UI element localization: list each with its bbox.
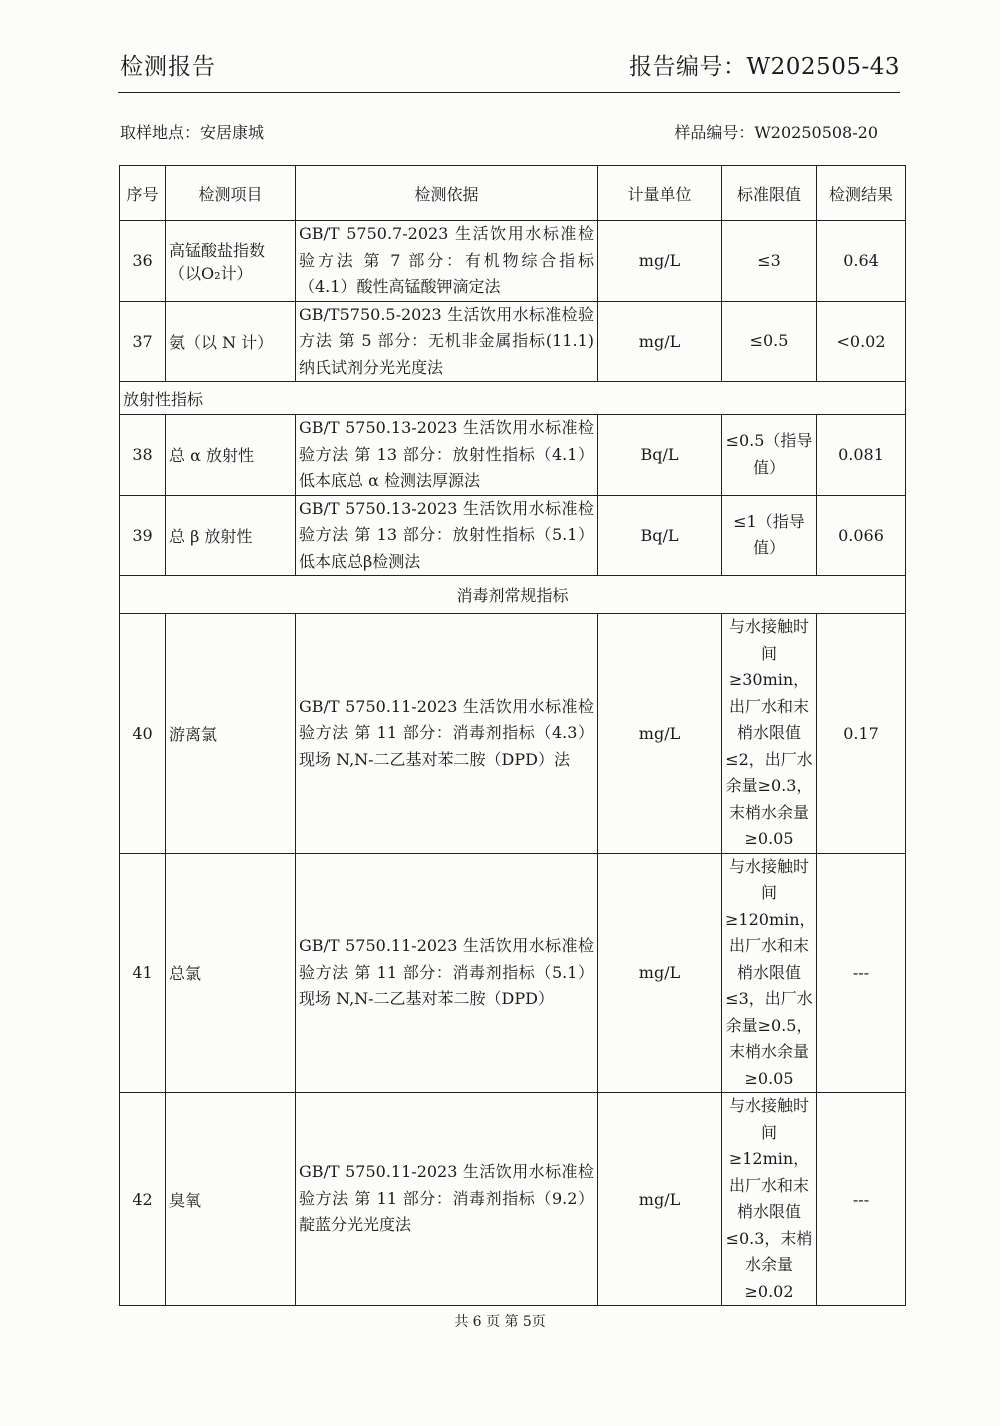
section-radioactive: 放射性指标	[120, 382, 906, 415]
row-basis: GB/T5750.5-2023 生活饮用水标准检验方法 第 5 部分：无机非金属指标(11.1)纳氏试剂分光光度法	[296, 301, 598, 382]
sample-number-label: 样品编号：	[674, 123, 755, 142]
row-basis: GB/T 5750.7-2023 生活饮用水标准检验方法 第 7 部分：有机物综合指标（4.1）酸性高锰酸钾滴定法	[296, 221, 598, 302]
row-result: <0.02	[817, 301, 906, 382]
col-header-seq: 序号	[120, 166, 166, 221]
row-result: 0.081	[817, 415, 906, 496]
page-count: 共 6 页 第 5页	[454, 1314, 546, 1330]
row-basis: GB/T 5750.13-2023 生活饮用水标准检验方法 第 13 部分：放射性指标（5.1）低本底总β检测法	[296, 495, 598, 576]
section-row	[120, 382, 906, 415]
report-number-label: 报告编号：	[629, 54, 747, 80]
row-seq: 37	[120, 301, 166, 382]
row-item: 总 α 放射性	[166, 415, 296, 496]
col-header-basis: 检测依据	[296, 166, 598, 221]
results-table	[119, 165, 906, 1306]
row-unit: mg/L	[598, 1093, 722, 1306]
row-basis: GB/T 5750.11-2023 生活饮用水标准检验方法 第 11 部分：消毒剂指标（5.1）现场 N,N-二乙基对苯二胺（DPD）	[296, 853, 598, 1093]
header-rule	[118, 92, 900, 93]
row-limit: ≤1（指导值）	[722, 495, 817, 576]
row-basis: GB/T 5750.11-2023 生活饮用水标准检验方法 第 11 部分：消毒剂指标（9.2）靛蓝分光光度法	[296, 1093, 598, 1306]
report-number	[629, 48, 900, 81]
row-item: 臭氧	[166, 1093, 296, 1306]
table-row	[120, 495, 906, 576]
table-row	[120, 614, 906, 854]
table-row	[120, 221, 906, 302]
row-unit: mg/L	[598, 853, 722, 1093]
row-seq: 38	[120, 415, 166, 496]
row-basis: GB/T 5750.11-2023 生活饮用水标准检验方法 第 11 部分：消毒剂指标（4.3）现场 N,N-二乙基对苯二胺（DPD）法	[296, 614, 598, 854]
section-disinfectant: 消毒剂常规指标	[120, 576, 906, 614]
row-unit: Bq/L	[598, 495, 722, 576]
row-result: 0.066	[817, 495, 906, 576]
row-result: 0.17	[817, 614, 906, 854]
table-header-row	[120, 166, 906, 221]
col-header-unit: 计量单位	[598, 166, 722, 221]
sample-number	[674, 120, 878, 143]
row-limit: 与水接触时间≥120min，出厂水和末梢水限值≤3，出厂水余量≥0.5，末梢水余量≥0.05	[722, 853, 817, 1093]
row-seq: 41	[120, 853, 166, 1093]
row-result: 0.64	[817, 221, 906, 302]
section-row	[120, 576, 906, 614]
row-item: 游离氯	[166, 614, 296, 854]
col-header-item: 检测项目	[166, 166, 296, 221]
sample-number-value: W20250508-20	[754, 123, 878, 142]
row-unit: mg/L	[598, 614, 722, 854]
row-limit: 与水接触时间≥12min，出厂水和末梢水限值≤0.3，末梢水余量≥0.02	[722, 1093, 817, 1306]
row-seq: 42	[120, 1093, 166, 1306]
row-unit: mg/L	[598, 301, 722, 382]
report-title: 检测报告	[120, 54, 216, 80]
row-seq: 36	[120, 221, 166, 302]
col-header-result: 检测结果	[817, 166, 906, 221]
table-row	[120, 853, 906, 1093]
row-limit: ≤3	[722, 221, 817, 302]
row-basis: GB/T 5750.13-2023 生活饮用水标准检验方法 第 13 部分：放射性指标（4.1）低本底总 α 检测法厚源法	[296, 415, 598, 496]
sampling-location-label: 取样地点：	[120, 123, 201, 142]
report-number-value: W202505-43	[746, 54, 900, 80]
table-row	[120, 301, 906, 382]
row-seq: 40	[120, 614, 166, 854]
sampling-location	[120, 120, 264, 143]
row-seq: 39	[120, 495, 166, 576]
table-row	[120, 1093, 906, 1306]
row-item: 高锰酸盐指数（以O₂计）	[166, 221, 296, 302]
row-item: 总氯	[166, 853, 296, 1093]
row-limit: ≤0.5	[722, 301, 817, 382]
row-item: 氨（以 N 计）	[166, 301, 296, 382]
row-unit: mg/L	[598, 221, 722, 302]
row-unit: Bq/L	[598, 415, 722, 496]
col-header-limit: 标准限值	[722, 166, 817, 221]
row-limit: 与水接触时间≥30min，出厂水和末梢水限值≤2，出厂水余量≥0.3，末梢水余量≥0.05	[722, 614, 817, 854]
sampling-location-value: 安居康城	[200, 123, 265, 142]
table-row	[120, 415, 906, 496]
row-limit: ≤0.5（指导值）	[722, 415, 817, 496]
row-item: 总 β 放射性	[166, 495, 296, 576]
row-result: ---	[817, 1093, 906, 1306]
row-result: ---	[817, 853, 906, 1093]
